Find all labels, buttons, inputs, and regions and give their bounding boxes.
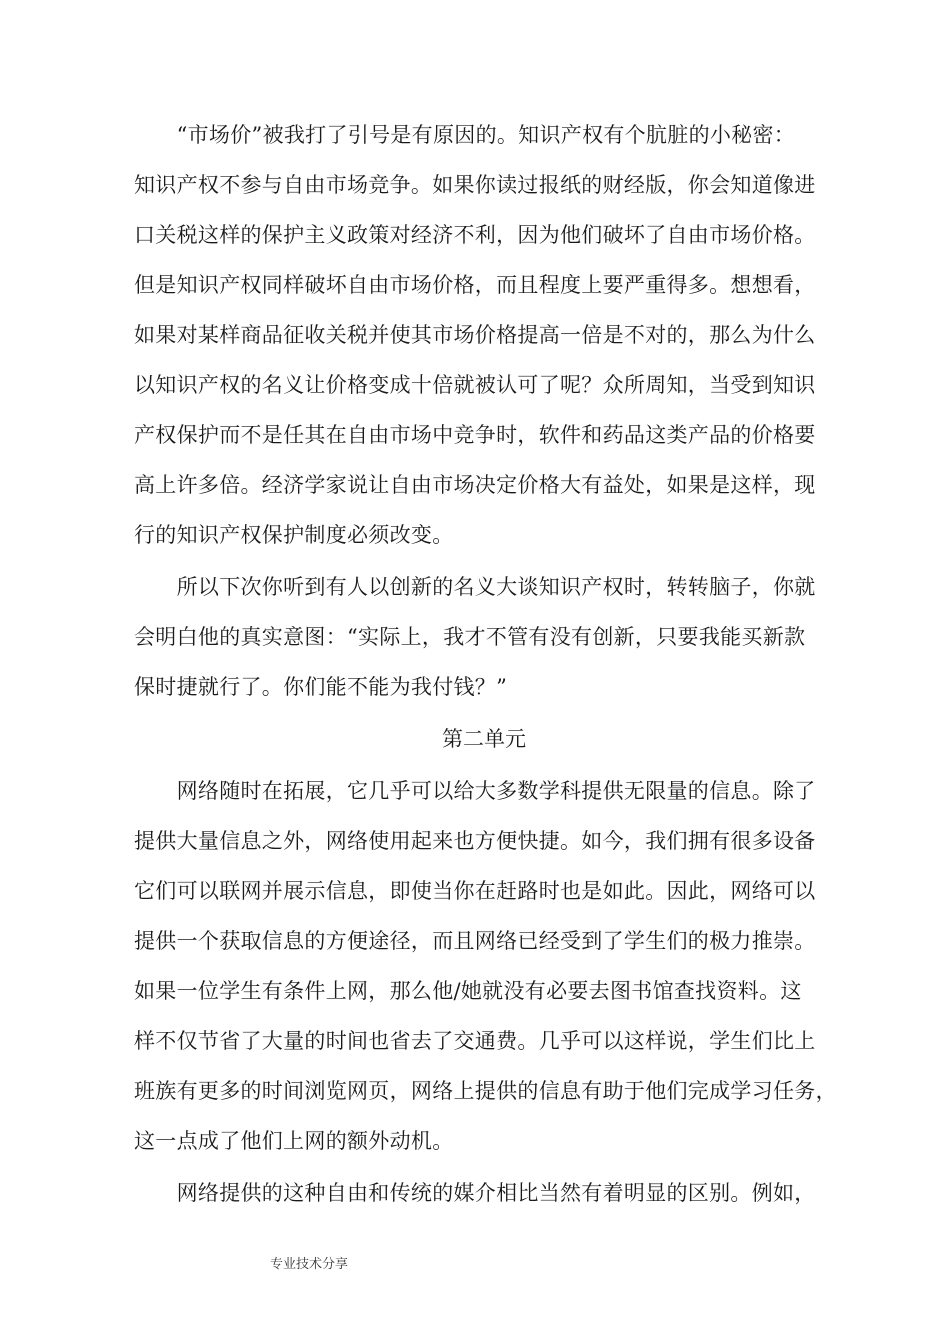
- text-line: 网络提供的这种自由和传统的媒介相比当然有着明显的区别。例如，: [134, 1181, 816, 1205]
- text-line: 产权保护而不是任其在自由市场中竞争时，软件和药品这类产品的价格要: [134, 423, 816, 447]
- text-line: 保时捷就行了。你们能不能为我付钱？”: [134, 675, 508, 699]
- text-line: 它们可以联网并展示信息，即使当你在赶路时也是如此。因此，网络可以: [134, 879, 816, 903]
- text-line: 提供一个获取信息的方便途径，而且网络已经受到了学生们的极力推崇。: [134, 929, 816, 953]
- text-line: 班族有更多的时间浏览网页，网络上提供的信息有助于他们完成学习任务，: [134, 1079, 837, 1103]
- text-line: “市场价”被我打了引号是有原因的。知识产权有个肮脏的小秘密：: [134, 123, 796, 147]
- text-line: 但是知识产权同样破坏自由市场价格，而且程度上要严重得多。想想看，: [134, 273, 816, 297]
- text-line: 所以下次你听到有人以创新的名义大谈知识产权时，转转脑子，你就: [134, 575, 816, 599]
- page-footer: 专业技术分享: [270, 1257, 349, 1272]
- text-line: 会明白他的真实意图：“实际上，我才不管有没有创新，只要我能买新款: [134, 625, 806, 649]
- text-line: 提供大量信息之外，网络使用起来也方便快捷。如今，我们拥有很多设备: [134, 829, 816, 853]
- text-line: 口关税这样的保护主义政策对经济不利，因为他们破坏了自由市场价格。: [134, 223, 816, 247]
- text-line: 网络随时在拓展，它几乎可以给大多数学科提供无限量的信息。除了: [134, 779, 816, 803]
- text-line: 高上许多倍。经济学家说让自由市场决定价格大有益处，如果是这样，现: [134, 473, 816, 497]
- text-line: 以知识产权的名义让价格变成十倍就被认可了呢？众所周知，当受到知识: [134, 373, 816, 397]
- text-line: 这一点成了他们上网的额外动机。: [134, 1129, 454, 1153]
- text-line: 如果对某样商品征收关税并使其市场价格提高一倍是不对的，那么为什么: [134, 323, 816, 347]
- text-line: 如果一位学生有条件上网，那么他/她就没有必要去图书馆查找资料。这: [134, 979, 802, 1003]
- text-line: 知识产权不参与自由市场竞争。如果你读过报纸的财经版，你会知道像进: [134, 173, 816, 197]
- text-line: 行的知识产权保护制度必须改变。: [134, 523, 454, 547]
- section-heading: 第二单元: [442, 727, 526, 751]
- text-line: 样不仅节省了大量的时间也省去了交通费。几乎可以这样说，学生们比上: [134, 1029, 816, 1053]
